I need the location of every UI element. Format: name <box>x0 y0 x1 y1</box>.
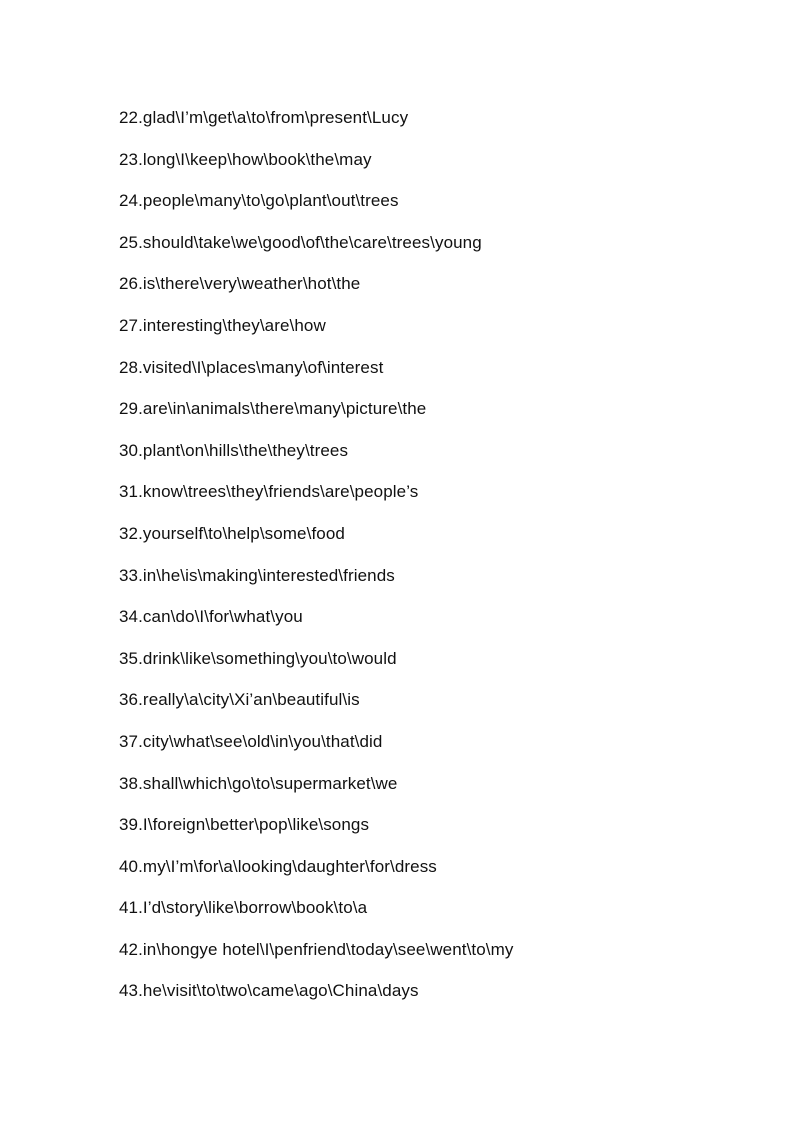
sentence-line-29: 29.are\in\animals\there\many\picture\the <box>119 399 427 419</box>
sentence-line-28: 28.visited\I\places\many\of\interest <box>119 357 384 377</box>
sentence-line-23: 23.long\I\keep\how\book\the\may <box>119 149 372 169</box>
sentence-line-25: 25.should\take\we\good\of\the\care\trees\young <box>119 232 482 252</box>
sentence-line-35: 35.drink\like\something\you\to\would <box>119 648 397 668</box>
sentence-line-22: 22.glad\I’m\get\a\to\from\present\Lucy <box>119 108 409 127</box>
sentence-line-24: 24.people\many\to\go\plant\out\trees <box>119 191 399 211</box>
sentence-list <box>119 104 513 1019</box>
sentence-line-37: 37.city\what\see\old\in\you\that\did <box>119 731 383 751</box>
sentence-line-34: 34.can\do\I\for\what\you <box>119 607 303 627</box>
sentence-line-42: 42.in\hongye hotel\I\penfriend\today\see\went\to\my <box>119 939 514 959</box>
sentence-line-38: 38.shall\which\go\to\supermarket\we <box>119 773 398 793</box>
sentence-line-43: 43.he\visit\to\two\came\ago\China\days <box>119 981 419 1001</box>
sentence-line-41: 41.I’d\story\like\borrow\book\to\a <box>119 898 368 918</box>
sentence-line-26: 26.is\there\very\weather\hot\the <box>119 274 361 294</box>
sentence-line-33: 33.in\he\is\making\interested\friends <box>119 565 395 585</box>
sentence-line-31: 31.know\trees\they\friends\are\people’s <box>119 482 419 502</box>
sentence-line-39: 39.I\foreign\better\pop\like\songs <box>119 815 370 835</box>
sentence-line-36: 36.really\a\city\Xi’an\beautiful\is <box>119 690 360 710</box>
sentence-line-40: 40.my\I’m\for\a\looking\daughter\for\dress <box>119 856 437 876</box>
sentence-line-30: 30.plant\on\hills\the\they\trees <box>119 440 349 460</box>
sentence-line-32: 32.yourself\to\help\some\food <box>119 523 345 543</box>
sentence-line-27: 27.interesting\they\are\how <box>119 315 326 335</box>
